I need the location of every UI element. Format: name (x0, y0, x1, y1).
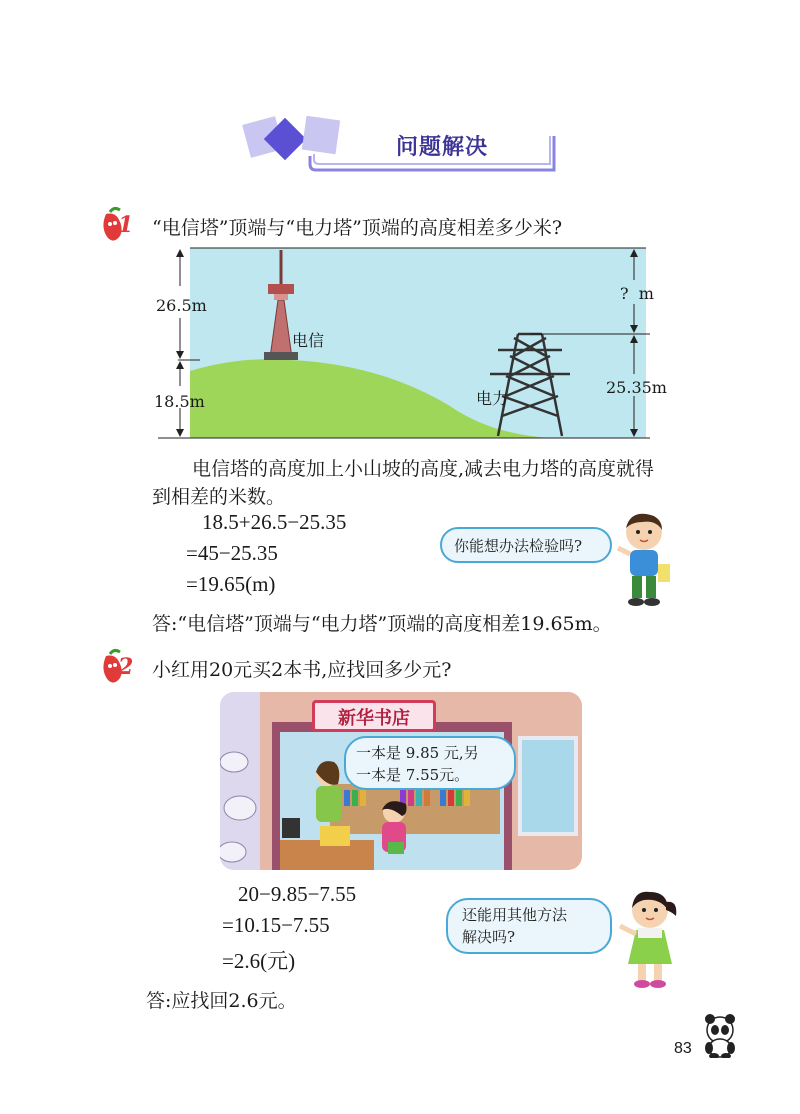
label-telecom-tower: 电信 (292, 331, 325, 350)
store-speech-line-2: 一本是 7.55元。 (356, 766, 470, 784)
problem-2-question: 小红用20元买2本书,应找回多少元? (152, 659, 452, 681)
tower-hill-illustration (150, 246, 670, 446)
problem-2-answer: 答:应找回2.6元。 (146, 990, 297, 1012)
boy-character (612, 508, 676, 612)
height-diagram (150, 246, 670, 446)
label-difference: ? m (620, 284, 654, 303)
problem-2-speech-bubble (446, 898, 612, 954)
problem-1-step-2: =45−25.35 (186, 541, 278, 565)
problem-2-speech-line-2: 解决吗? (462, 928, 516, 946)
problem-2-step-2: =10.15−7.55 (222, 913, 330, 937)
problem-2-speech-line-1: 还能用其他方法 (462, 906, 568, 924)
section-header (236, 112, 566, 178)
problem-1-step-1: 18.5+26.5−25.35 (202, 510, 347, 534)
problem-1-explanation-line-1: 电信塔的高度加上小山坡的高度,减去电力塔的高度就得 (192, 458, 655, 480)
problem-2-step-3: =2.6(元) (222, 949, 296, 973)
girl-character (616, 886, 684, 994)
store-speech-bubble (344, 736, 516, 790)
label-telecom-height: 26.5m (156, 296, 207, 315)
page-number: 83 (674, 1040, 692, 1057)
problem-1-number: 1 (118, 212, 134, 238)
panda-decoration (700, 1014, 740, 1058)
panda-icon (700, 1014, 740, 1058)
store-speech-line-1: 一本是 9.85 元,另 (356, 744, 479, 762)
problem-1-answer: 答:“电信塔”顶端与“电力塔”顶端的高度相差19.65m。 (152, 613, 612, 635)
store-sign: 新华书店 (312, 700, 436, 732)
section-title: 问题解决 (396, 134, 489, 160)
bookstore-illustration (220, 692, 582, 870)
label-power-height: 25.35m (606, 378, 667, 397)
label-power-tower: 电力 (476, 389, 509, 408)
problem-1-badge (98, 206, 136, 244)
problem-2-number: 2 (118, 654, 134, 680)
problem-1-question: “电信塔”顶端与“电力塔”顶端的高度相差多少米? (152, 217, 563, 239)
problem-1-step-3: =19.65(m) (186, 572, 276, 596)
problem-1-explanation-line-2: 到相差的米数。 (152, 486, 286, 508)
problem-2-step-1: 20−9.85−7.55 (238, 882, 357, 906)
boy-icon (612, 508, 676, 612)
girl-icon (616, 886, 684, 994)
problem-1-speech-bubble: 你能想办法检验吗? (440, 527, 612, 563)
problem-2-badge (98, 648, 136, 686)
label-hill-height: 18.5m (154, 392, 205, 411)
